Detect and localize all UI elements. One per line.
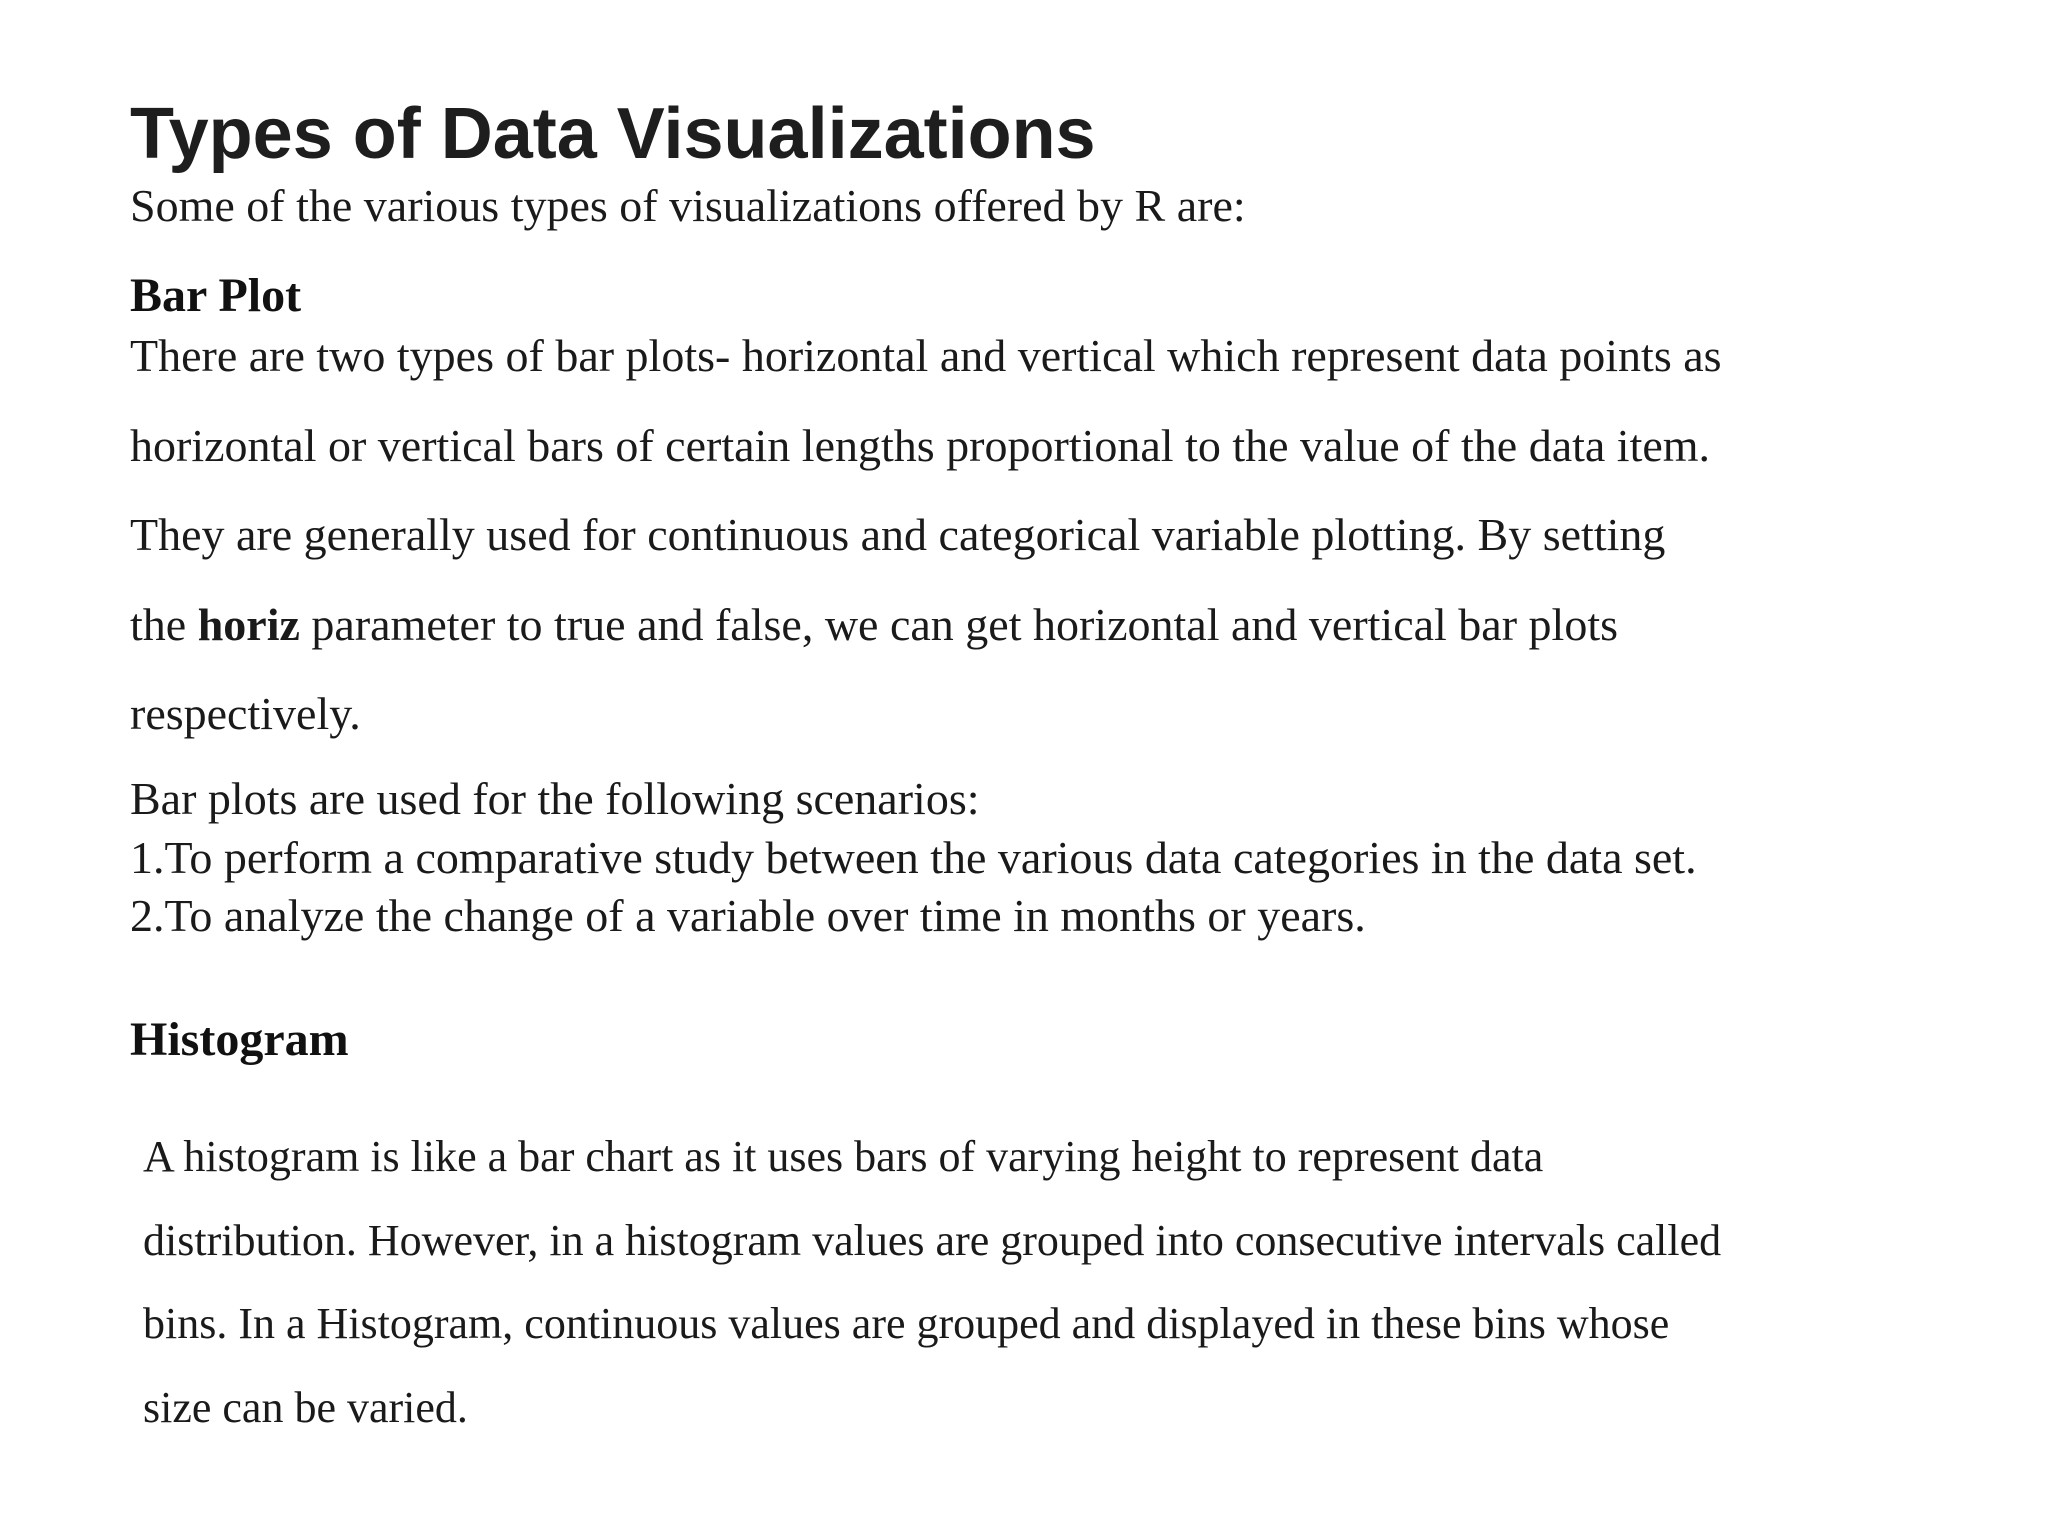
scenarios-block — [130, 770, 1930, 946]
bar-plot-line-1: There are two types of bar plots- horizontal and vertical which represent data points as — [130, 330, 1722, 381]
scenarios-intro: Bar plots are used for the following scenarios: — [130, 773, 980, 824]
scenario-item-1: 1.To perform a comparative study between the various data categories in the data set. — [130, 831, 1697, 883]
histogram-heading: Histogram — [130, 1013, 349, 1066]
line-4-before: the — [130, 598, 198, 650]
histogram-line-4: size can be varied. — [143, 1382, 468, 1432]
histogram-line-3: bins. In a Histogram, continuous values are grouped and displayed in these bins whose — [143, 1299, 1670, 1348]
histogram-line-2: distribution. However, in a histogram values are grouped into consecutive intervals called — [143, 1215, 1722, 1265]
bar-plot-heading: Bar Plot — [130, 269, 302, 322]
bar-plot-line-2: horizontal or vertical bars of certain lengths proportional to the value of the data item. — [130, 419, 1711, 471]
page-title: Types of Data Visualizations — [130, 94, 1096, 174]
bar-plot-line-5: respectively. — [130, 688, 361, 739]
intro-text: Some of the various types of visualizations offered by R are: — [130, 180, 1246, 231]
bar-plot-line-3: They are generally used for continuous and categorical variable plotting. By setting — [130, 509, 1666, 560]
horiz-parameter: horiz — [197, 598, 300, 650]
histogram-line-1: A histogram is like a bar chart as it uses bars of varying height to represent data — [143, 1132, 1544, 1181]
line-4-after: parameter to true and false, we can get horizontal and vertical bar plots — [299, 598, 1619, 650]
histogram-paragraph — [143, 1115, 1923, 1449]
bar-plot-line-4 — [130, 580, 1930, 670]
scenario-item-2: 2.To analyze the change of a variable over time in months or years. — [130, 890, 1366, 941]
bar-plot-paragraph — [130, 311, 1930, 759]
